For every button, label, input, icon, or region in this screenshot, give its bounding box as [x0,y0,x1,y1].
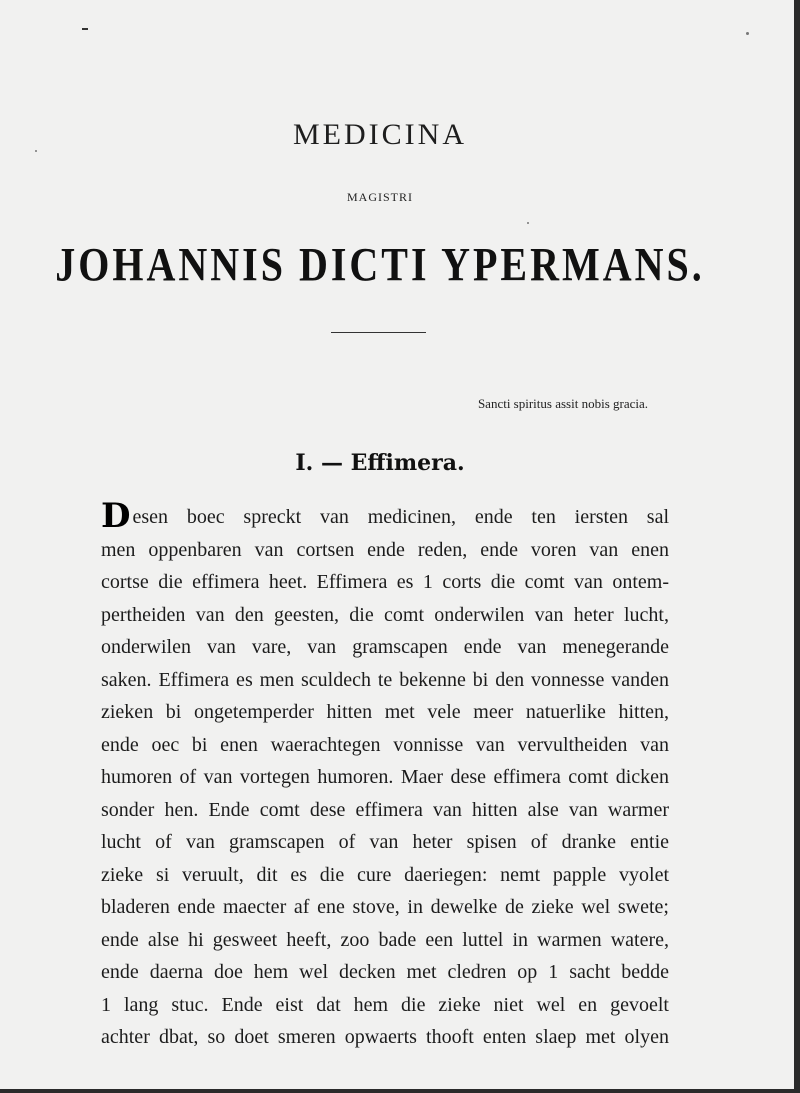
text-line: ende daerna doe hem wel decken met cledren op 1 sacht bedde [101,961,669,983]
text-line-content: esen boec spreckt van medicinen, ende ten iersten sal [132,506,669,528]
text-line: sonder hen. Ende comt dese effimera van hitten alse van warmer [101,798,669,821]
motto: Sancti spiritus assit nobis gracia. [477,396,648,411]
text-line: bladeren ende maecter af ene stove, in dewelke de zieke wel swete; [101,896,669,918]
text-line: pertheiden van den geesten, die comt onderwilen van heter lucht, [101,603,669,626]
text-line: onderwilen van vare, van gramscapen ende van menegerande [101,636,669,658]
paper-speck [82,28,88,30]
text-line: ende alse hi gesweet heeft, zoo bade een luttel in warmen watere, [101,928,669,951]
text-line: ende oec bi enen waerachtegen vonnisse van vervultheiden van [101,733,669,756]
text-line: achter dbat, so doet smeren opwaerts thooft enten slaep met olyen [101,1026,669,1048]
body-text [101,496,669,1054]
scan-edge [0,1089,800,1093]
page-title: MEDICINA [293,118,467,151]
section-heading: I. — Effimera. [295,450,465,476]
text-line: zieke si veruult, dit es die cure daeriegen: nemt papple vyolet [101,863,669,886]
text-line: saken. Effimera es men sculdech te bekenne bi den vonnesse vanden [101,668,669,691]
title-divider [331,332,426,333]
paper-speck [35,150,37,152]
text-line: humoren of van vortegen humoren. Maer dese effimera comt dicken [101,766,669,788]
text-line: 1 lang stuc. Ende eist dat hem die zieke niet wel en gevoelt [101,993,669,1016]
author-heading: JOHANNIS DICTI YPERMANS. [55,237,705,292]
text-line: cortse die effimera heet. Effimera es 1 corts die comt van ontem- [101,571,669,593]
decorated-initial: D [101,496,131,536]
scan-edge [794,0,800,1093]
text-line: men oppenbaren van cortsen ende reden, ende voren van enen [101,538,669,561]
paper-speck [527,222,529,224]
page-subtitle: MAGISTRI [346,190,413,204]
text-line: zieken bi ongetemperder hitten met vele meer natuerlike hitten, [101,701,669,723]
text-line: lucht of van gramscapen of van heter spisen of dranke entie [101,831,669,853]
paper-speck [746,32,749,35]
text-line [101,496,669,536]
